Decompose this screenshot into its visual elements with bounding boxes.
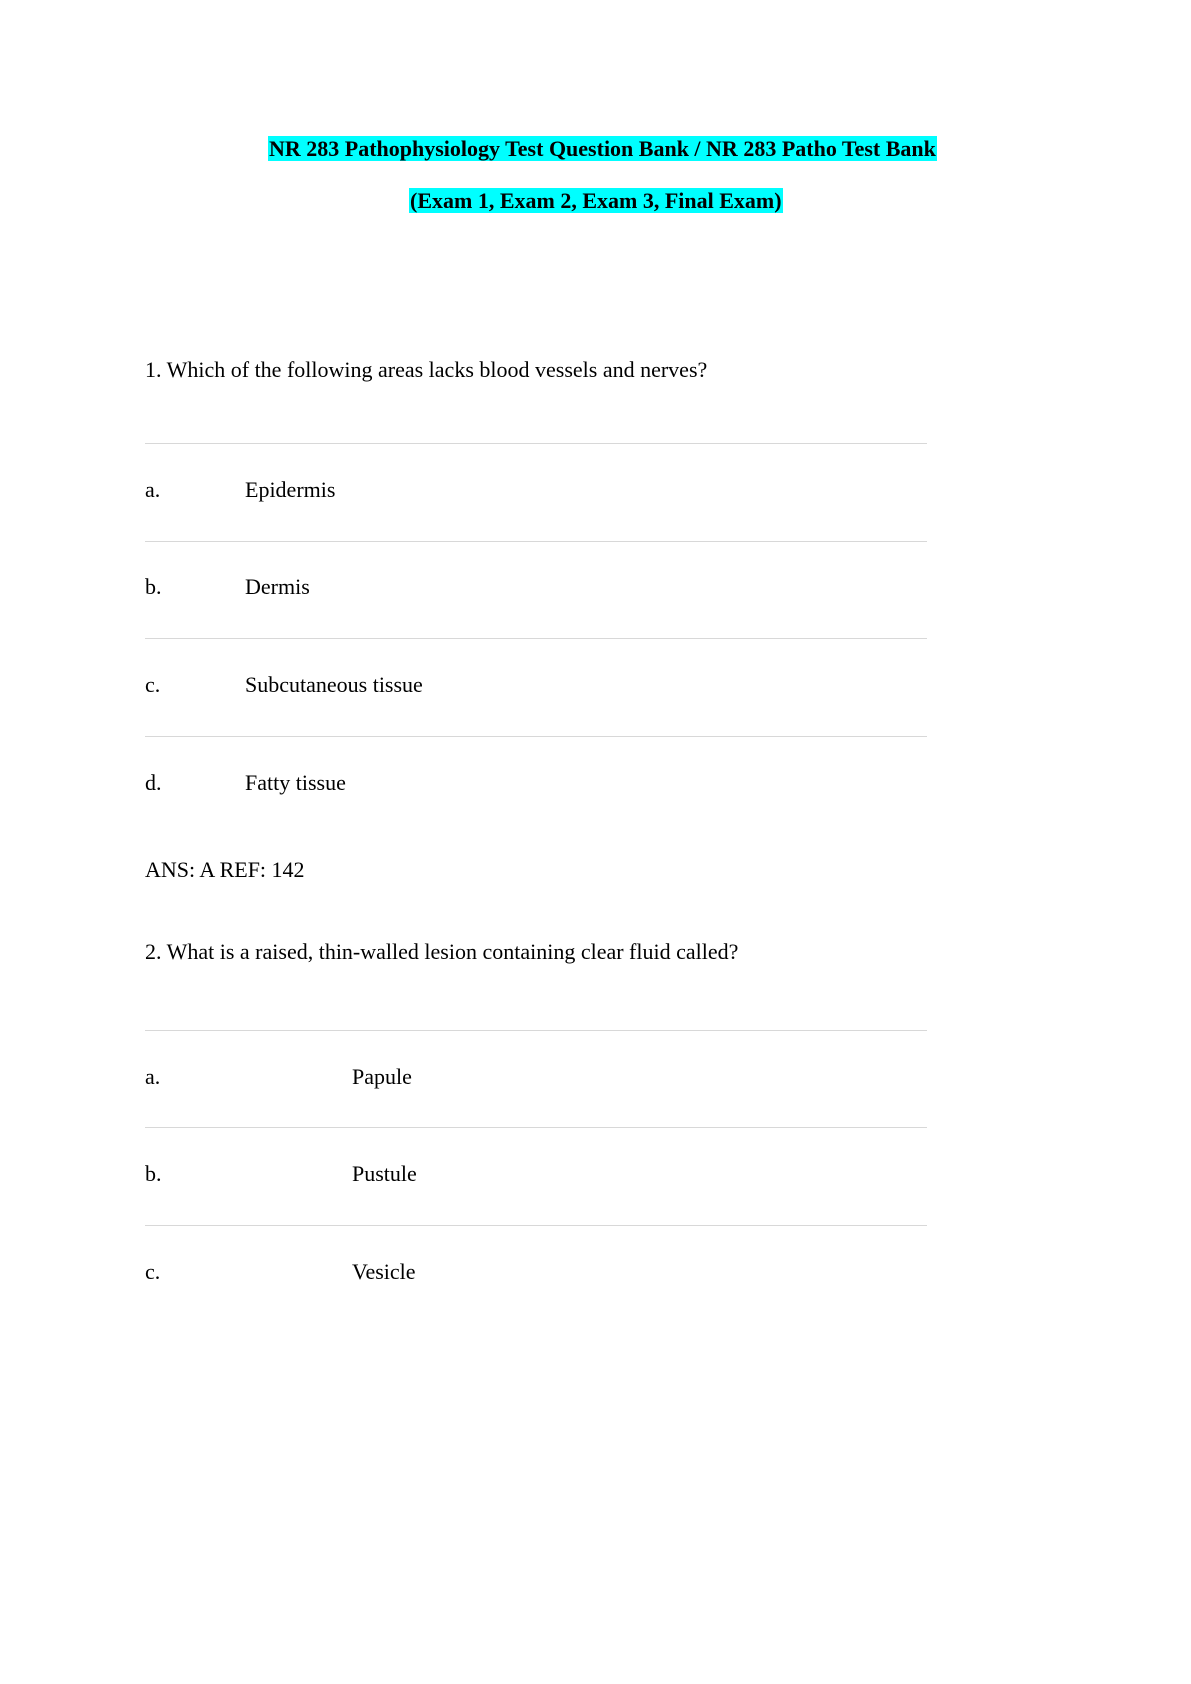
option-text: Vesicle — [352, 1259, 416, 1284]
option-letter: a. — [145, 1064, 161, 1089]
option-text: Papule — [352, 1064, 412, 1089]
document-title-line-1 — [268, 135, 937, 163]
divider-line — [145, 1030, 927, 1031]
divider-line — [145, 638, 927, 639]
option-letter: b. — [145, 574, 162, 599]
option-letter: d. — [145, 770, 162, 795]
option-letter: a. — [145, 477, 161, 502]
option-text: Dermis — [245, 574, 310, 599]
question-1-option-b — [145, 572, 927, 602]
document-title-line-2 — [409, 187, 783, 215]
divider-line — [145, 1127, 927, 1128]
option-letter: b. — [145, 1161, 162, 1186]
question-1-answer: ANS: A REF: 142 — [145, 857, 305, 882]
divider-line — [145, 1225, 927, 1226]
question-2-prompt: 2. What is a raised, thin-walled lesion containing clear fluid called? — [145, 939, 739, 964]
option-letter: c. — [145, 1259, 161, 1284]
option-letter: c. — [145, 672, 161, 697]
question-1-option-c — [145, 670, 927, 700]
title-highlight-2: (Exam 1, Exam 2, Exam 3, Final Exam) — [410, 188, 782, 213]
divider-line — [145, 443, 927, 444]
question-2-option-b — [145, 1159, 927, 1189]
title-highlight-1: NR 283 Pathophysiology Test Question Bank / NR 283 Patho Test Bank — [269, 136, 936, 161]
option-text: Fatty tissue — [245, 770, 346, 795]
question-2-option-a — [145, 1062, 927, 1092]
question-2-option-c — [145, 1257, 927, 1287]
option-text: Pustule — [352, 1161, 417, 1186]
question-1-option-a — [145, 475, 927, 505]
option-text: Subcutaneous tissue — [245, 672, 423, 697]
option-text: Epidermis — [245, 477, 336, 502]
divider-line — [145, 736, 927, 737]
divider-line — [145, 541, 927, 542]
question-1-prompt: 1. Which of the following areas lacks blood vessels and nerves? — [145, 357, 708, 382]
question-1-option-d — [145, 768, 927, 798]
